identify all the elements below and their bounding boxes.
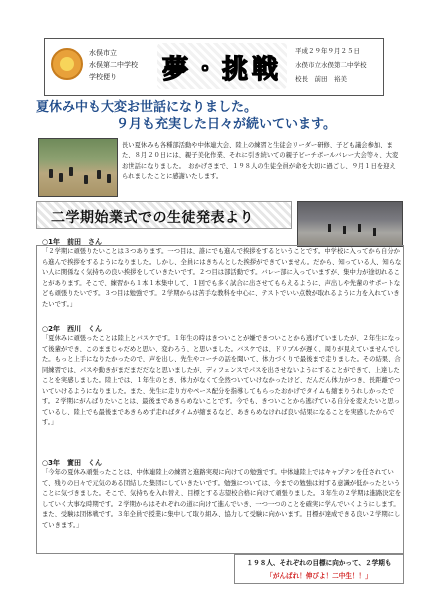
speech-2-body: 「夏休みに頑張ったことは陸上とバスケです。１年生の時はきついことが嫌できついことから逃げていましたが、２年生になって後輩ができ、このままじゃだめと思い、変わろう、と思いました。バスケでは、ドリブルが遅く、周りが見えていませんでした。もっと上手になりたかったので、声を出し、先生やコーチの話を聞いて、体力づくりで最後まで走りました。その結果、合同練習では、パスや動きがまだまだだなと思いましたが、ディフェンスでパスを出させないようにすることができて、上達したことを実感しました。陸上では、１年生のとき、体力がなくて全然ついていけなかったけど、だんだん体力がつき、長距離でついていけるようになりました。また、先生に走り方やペース配分を指導してもらったおかげでタイムも縮まりうれしかったです。２学期にがんばりたいことは、最後まであきらめないことです。今でも、きついことから逃げている自分を変えたいと思っているし、陸上でも最後まであきらめず走ればタイムが縮まるなど、あきらめなければ良い結果になることを実感したからです。」 — [42, 335, 401, 427]
issue-date: 平成２９年９月２５日 — [295, 47, 360, 55]
beach-volleyball-photo — [38, 138, 118, 197]
headline — [36, 99, 406, 133]
headline-line-2: ９月も充実した日々が続いています。 — [116, 117, 336, 132]
intro-paragraph: 長い夏休みも各種部活動や中体連大会、陸上の練習と生徒会リーダー研修、子ども議会参加、また、８月２０日には、親子美化作業、それに引き続いての親子ビーチボールバレー大会等々、大変お世話になりました。 おかげさまで、１９８人の生徒全員が命を大切に過ごし、９月１日を迎えられましたことに感謝いたします。 — [122, 142, 399, 181]
school-name: 水俣第二中学校 — [89, 61, 138, 69]
speech-1-title: ○1年 前田 さん — [42, 238, 102, 246]
speech-2-title: ○2年 西川 くん — [42, 325, 102, 333]
newsletter-title-box — [157, 43, 287, 89]
headline-line-1: 夏休み中も大変お世話になりました。 — [36, 100, 258, 115]
section-heading — [36, 201, 292, 229]
slogan-box — [234, 554, 404, 584]
publisher-name: 水俣市立水俣第二中学校 — [295, 61, 367, 69]
school-emblem-icon — [51, 48, 83, 80]
speech-1 — [42, 237, 404, 310]
section-title: 二学期始業式での生徒発表より — [51, 210, 254, 226]
principal-name: 校長 前田 裕美 — [295, 75, 347, 83]
publisher-info — [295, 44, 383, 86]
speech-1-body: 「２学期に頑張りたいことは３つあります。一つ目は、誰にでも進んで挨拶をするということです。中学校に入ってから自分から進んで挨拶をするようになりました。しかし、全員にはきちんとした挨拶ができていません。だから、知っている人、知らない人に関係なく気持ちの良い挨拶をしていきたいです。２つ目は部活動です。バレー部に入っていますが、集中力が途切れることがあります。そこで、練習から１本１本集中して、１回でも多く試合に出させてもらえるように、声出しや先輩のサポートなども頑張りたいです。３つ目は勉強です。２学期からは苦手な教科を中心に、テストでいい点数が取れるように力を入れていきたいです。」 — [42, 248, 402, 308]
slogan-line-1: １９８人、それぞれの目標に向かって、２学期も — [246, 559, 392, 567]
newsletter-title: 夢・挑戦 — [161, 55, 282, 85]
speech-2 — [42, 324, 404, 429]
speech-3-title: ○3年 實田 くん — [42, 459, 102, 467]
speech-3-body: 「今年の夏休み頑張ったことは、中体連陸上の練習と進路実現に向けての勉強です。中体連陸上ではキャプテンを任されていて、残りの日々で元気のある団結した集団にしていきたいです。勉強については、今までの勉強は対する意識が低かったということに気づきました。そこで、気持ちを入れ替え、目標とする志望校合格に向けて頑張りました。３年生の２学期は進路決定をしていく大事な時期です。２学期からはそれぞれの道に向けて進んでいき、一つ一つのことを確実に学んでいくようにします。 また、受験は団体戦です。３年全員で授業に集中して取り組み、協力して受験に向かいます。目標が達成できる良い２学期にしていきます。」 — [42, 469, 403, 529]
school-info — [89, 47, 138, 83]
newsletter-header — [44, 38, 384, 96]
school-city: 水俣市立 — [89, 49, 117, 57]
newsletter-type: 学校便り — [89, 73, 117, 81]
speech-3 — [42, 458, 404, 531]
slogan-line-2: 「がんばれ！伸びよ！二中生！！」 — [266, 572, 372, 580]
